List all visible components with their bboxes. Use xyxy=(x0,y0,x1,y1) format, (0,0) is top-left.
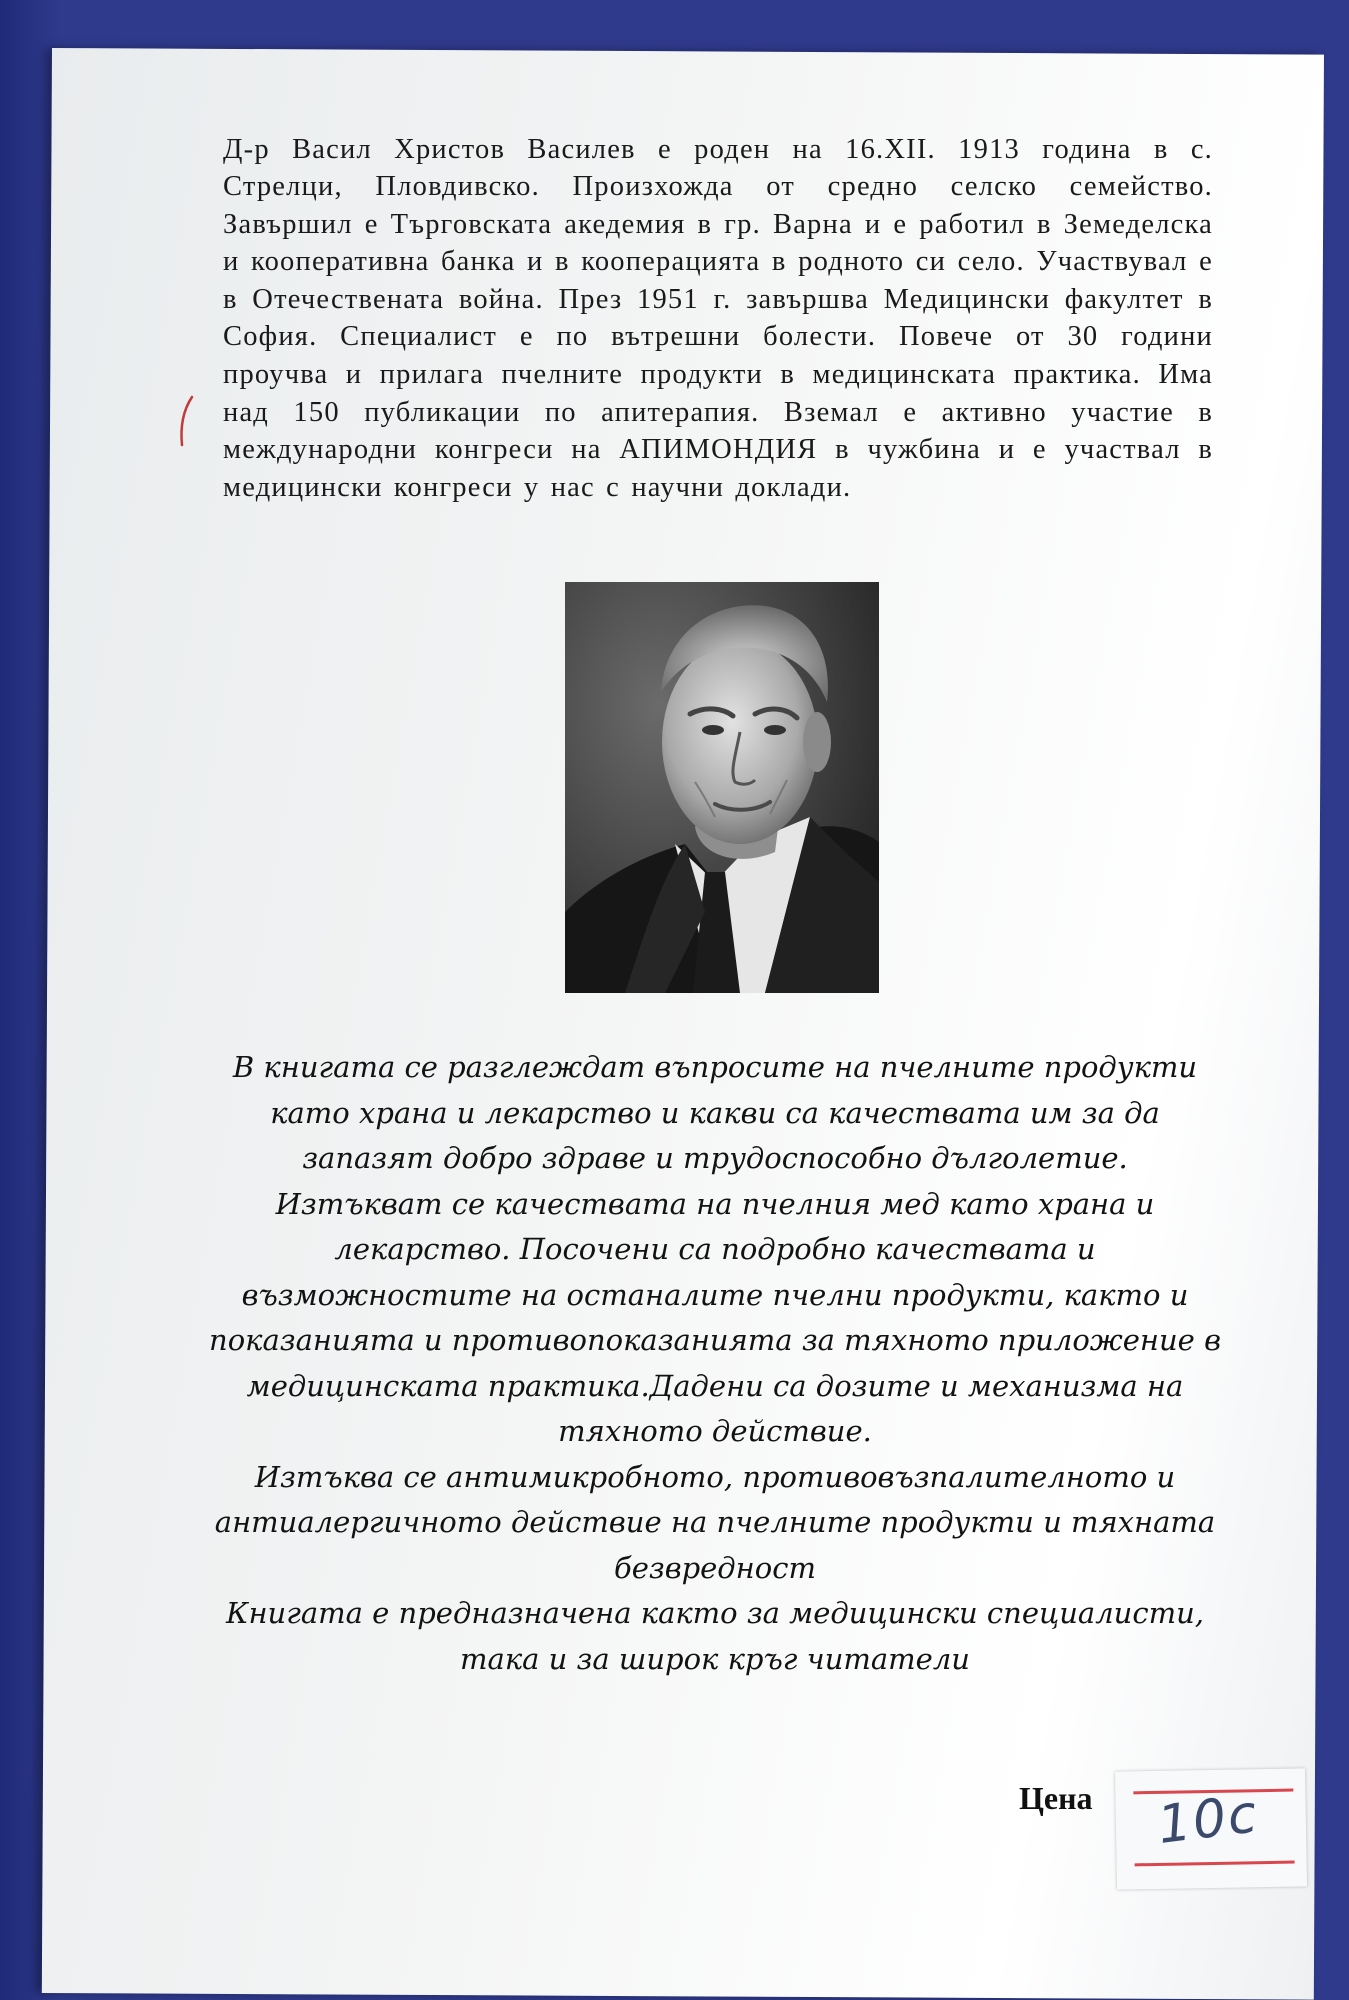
author-portrait xyxy=(565,582,879,993)
price-label: Цена xyxy=(1019,1780,1093,1816)
price-value: 10с xyxy=(1154,1784,1262,1856)
sticker-line-bottom xyxy=(1135,1861,1295,1867)
description-paragraph: Изтъква се антимикробното, противовъзпалителното и антиалергичното действие на пчелните продукти и тяхната безвредност xyxy=(214,1459,1216,1585)
description-paragraph: Изтъкват се качествата на пчелния мед като храна и лекарство. Посочени са подробно качествата и възможностите на останалите пчелни продукти, както и показанията и противопоказанията за тяхното приложение в медицинската практика.Дадени са дозите и механизма на тяхното действие. xyxy=(209,1186,1221,1448)
book-description xyxy=(205,1045,1225,1682)
pen-mark-icon xyxy=(176,395,196,447)
author-biography: Д-р Васил Христов Василев е роден на 16.XII. 1913 година в с. Стрелци, Пловдивско. Произхожда от средно селско семейство. Завършил е Търговската акедемия в гр. Варна и е работил в Земеделска и кооперативна банка и в кооперацията в родното си село. Участвувал е в Отечествената война. През 1951 г. завършва Медицински факултет в София. Специалист е по вътрешни болести. Повече от 30 години проучва и прилага пчелните продукти в медицинската практика. Има над 150 публикации по апитерапия. Вземал е активно участие в международни конгреси на АПИМОНДИЯ в чужбина и е участвал в медицински конгреси у нас с научни доклади. xyxy=(223,133,1213,503)
description-paragraph: Книгата е предназначена както за медицински специалисти, така и за широк кръг читатели xyxy=(226,1596,1204,1676)
description-paragraph: В книгата се разглеждат въпросите на пчелните продукти като храна и лекарство и какви са качествата им за да запазят добро здраве и трудоспособно дълголетие. xyxy=(232,1050,1198,1175)
price-sticker xyxy=(1115,1768,1307,1889)
